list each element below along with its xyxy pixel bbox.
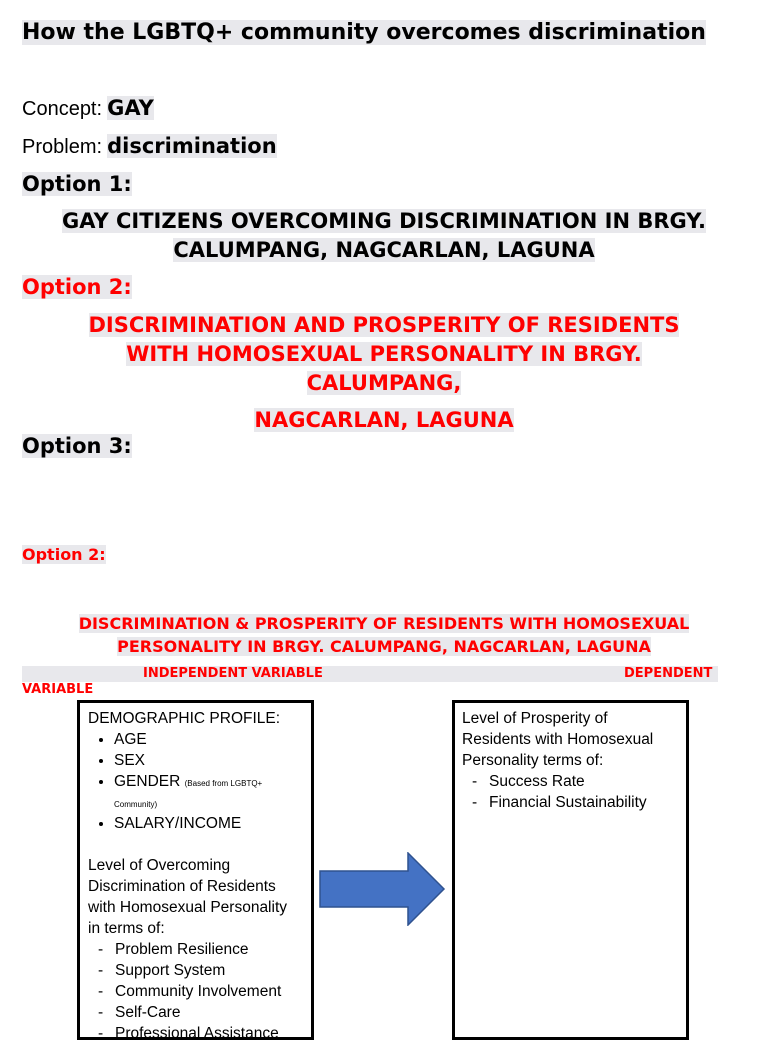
dependent-variable-label: DEPENDENT (624, 666, 713, 681)
demographic-heading: DEMOGRAPHIC PROFILE: (88, 710, 281, 727)
gender-item-label: GENDER (114, 773, 181, 790)
option1-label: Option 1: (22, 172, 132, 196)
overcoming-level-text: Level of Overcoming Discrimination of Residents with Homosexual Personality in terms of: (88, 857, 288, 937)
list-item: - Success Rate (472, 771, 679, 792)
demographic-list (88, 729, 303, 834)
variable-highlight-bar (22, 666, 718, 682)
problem-label: Problem: (22, 136, 103, 158)
option1-line2: CALUMPANG, NAGCARLAN, LAGUNA (173, 238, 595, 262)
list-item: - Professional Assistance (98, 1023, 303, 1044)
page-title: How the LGBTQ+ community overcomes discrimination (22, 20, 706, 45)
concept-row (22, 96, 154, 121)
list-item: • SALARY/INCOME (114, 813, 303, 834)
gender-note: (Based from LGBTQ+ Community) (114, 779, 263, 809)
list-item: • SEX (114, 750, 303, 771)
list-item (114, 771, 303, 813)
option1-text (20, 207, 748, 265)
problem-row (22, 134, 277, 159)
list-item: - Support System (98, 960, 303, 981)
overcoming-items-list (88, 939, 303, 1044)
framework-option-label: Option 2: (22, 545, 106, 564)
concept-value: GAY (107, 96, 154, 120)
option1-line1: GAY CITIZENS OVERCOMING DISCRIMINATION IN BRGY. (61, 209, 706, 233)
list-item: • AGE (114, 729, 303, 750)
list-item: - Community Involvement (98, 981, 303, 1002)
dependent-variable-box (452, 700, 689, 1040)
option2-line2: WITH HOMOSEXUAL PERSONALITY IN BRGY. (126, 342, 642, 366)
option2-line4: NAGCARLAN, LAGUNA (254, 408, 514, 432)
option2-text (20, 311, 748, 435)
concept-label: Concept: (22, 98, 103, 120)
arrow-shape (320, 853, 444, 925)
framework-title (20, 612, 748, 658)
problem-value: discrimination (107, 134, 277, 158)
option2-line3: CALUMPANG, (306, 371, 462, 395)
option2-label: Option 2: (22, 275, 132, 299)
framework-title-line1: DISCRIMINATION & PROSPERITY OF RESIDENTS WITH HOMOSEXUAL (78, 614, 690, 633)
framework-title-line2: PERSONALITY IN BRGY. CALUMPANG, NAGCARLAN, LAGUNA (117, 637, 651, 656)
right-arrow-icon (318, 852, 446, 926)
independent-variable-box (77, 700, 314, 1040)
list-item: - Problem Resilience (98, 939, 303, 960)
list-item: - Self-Care (98, 1002, 303, 1023)
prosperity-level-text: Level of Prosperity of Residents with Homosexual Personality terms of: (462, 710, 654, 769)
prosperity-items-list (462, 771, 679, 813)
independent-variable-label: INDEPENDENT VARIABLE (143, 666, 323, 681)
option3-label: Option 3: (22, 434, 132, 458)
list-item: - Financial Sustainability (472, 792, 679, 813)
option2-line1: DISCRIMINATION AND PROSPERITY OF RESIDENTS (88, 313, 680, 337)
variable-label: VARIABLE (22, 682, 94, 697)
